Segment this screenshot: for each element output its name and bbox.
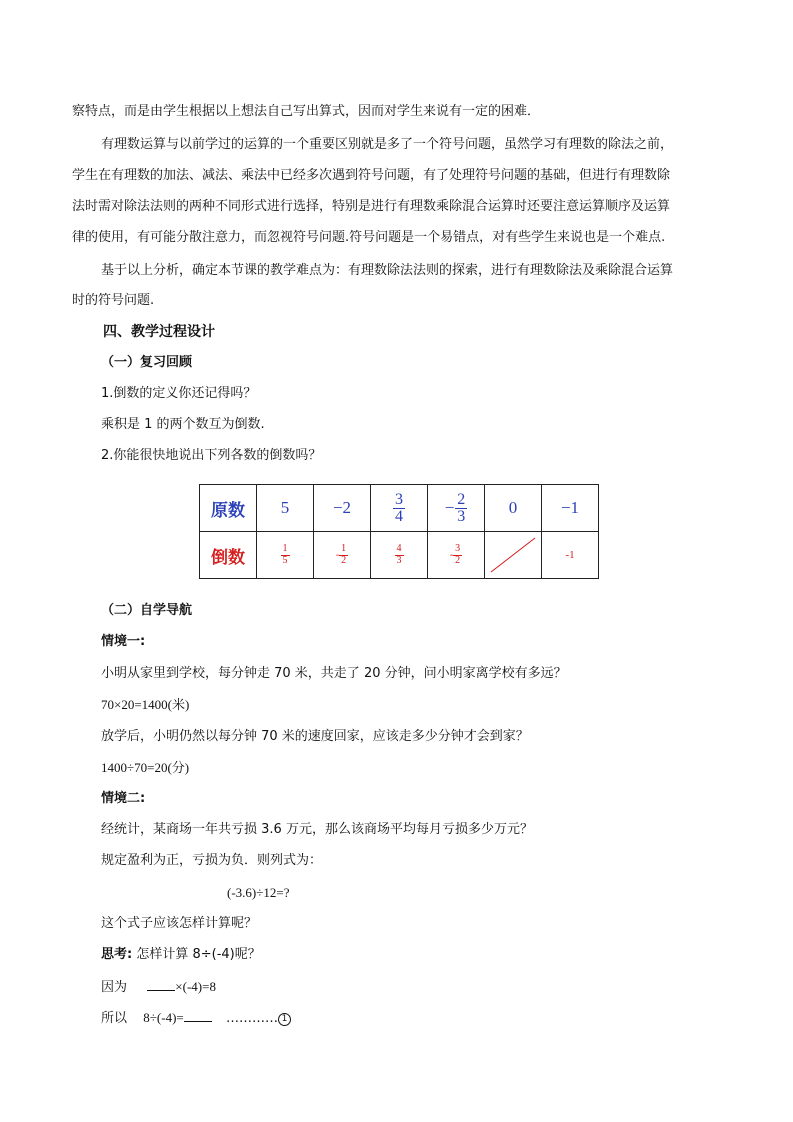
- scenario-1-question-2: 放学后，小明仍然以每分钟 70 米的速度回家，应该走多少分钟才会到家？: [101, 729, 529, 744]
- row-header-reciprocal: 倒数: [200, 532, 257, 579]
- scenario-1-title: 情境一:: [101, 634, 146, 649]
- so-line: [101, 1009, 291, 1027]
- fraction: $\frac{3}{4}$: [395, 490, 403, 525]
- table-cell: −1: [542, 485, 599, 532]
- scenario-1-answer-2: 1400÷70=20(分): [101, 760, 190, 775]
- fraction: $\frac{1}{5}$: [282, 543, 288, 566]
- paragraph-line: 察特点，而是由学生根据以上想法自己写出算式，因而对学生来说有一定的困难．: [72, 104, 541, 119]
- section-title: 四、教学过程设计: [103, 324, 215, 340]
- reciprocal-table: [199, 484, 599, 579]
- row-header-original: 原数: [200, 485, 257, 532]
- fraction: $\frac{4}{3}$: [396, 543, 402, 566]
- reciprocal-row: [200, 532, 599, 579]
- subsection-title: （二）自学导航: [101, 603, 193, 618]
- table-cell: [257, 532, 314, 579]
- think-text: 怎样计算 8÷(-4)呢？: [136, 947, 261, 962]
- table-cell: 0: [485, 485, 542, 532]
- scenario-2-question-2: 这个式子应该怎样计算呢？: [101, 916, 258, 931]
- because-label: 因为: [101, 980, 128, 995]
- table-cell: - $\frac{3}{2}$: [428, 532, 485, 579]
- table-cell-no-reciprocal: [485, 532, 542, 579]
- fraction: $\frac{2}{3}$: [457, 490, 466, 525]
- table-cell: −2: [314, 485, 371, 532]
- leader-dots: …………: [226, 1011, 279, 1026]
- question-2: 2.你能很快地说出下列各数的倒数吗？: [101, 448, 322, 463]
- blank-answer-field: [147, 978, 175, 991]
- because-line: [101, 978, 216, 996]
- subsection-title: （一）复习回顾: [101, 355, 193, 370]
- paragraph-line: 学生在有理数的加法、减法、乘法中已经多次遇到符号问题，有了处理符号问题的基础，但进行有理数除: [72, 168, 671, 183]
- because-expression: ×(-4)=8: [175, 979, 216, 994]
- paragraph-line: 有理数运算与以前学过的运算的一个重要区别就是多了一个符号问题，虽然学习有理数的除法之前，: [101, 137, 674, 152]
- so-label: 所以: [101, 1011, 128, 1026]
- blank-answer-field: [184, 1009, 212, 1022]
- table-cell: 5: [257, 485, 314, 532]
- scenario-1-question: 小明从家里到学校，每分钟走 70 米，共走了 20 分钟，问小明家离学校有多远？: [101, 666, 567, 681]
- scenario-2-question: 经统计，某商场一年共亏损 3.6 万元，那么该商场平均每月亏损多少万元？: [101, 822, 533, 837]
- fraction: $\frac{3}{2}$: [455, 543, 461, 566]
- so-expression: 8÷(-4)=: [143, 1010, 184, 1025]
- table-cell: - $\frac{1}{2}$: [314, 532, 371, 579]
- scenario-2-expression: (-3.6)÷12=?: [227, 885, 290, 900]
- think-label: 思考:: [101, 947, 133, 962]
- diagonal-slash-icon: [485, 532, 541, 578]
- scenario-2-title: 情境二:: [101, 791, 146, 806]
- think-line: [101, 947, 261, 963]
- paragraph-line: 时的符号问题.: [72, 293, 155, 308]
- table-cell: [371, 532, 428, 579]
- paragraph-line: 律的使用，有可能分散注意力，而忽视符号问题.符号问题是一个易错点，对有些学生来说也是一个难点.: [72, 230, 666, 245]
- paragraph-line: 基于以上分析，确定本节课的教学难点为：有理数除法法则的探索，进行有理数除法及乘除混合运算: [101, 263, 674, 278]
- scenario-1-answer: 70×20=1400(米): [101, 697, 190, 712]
- fraction: $\frac{1}{2}$: [341, 543, 347, 566]
- original-row: [200, 485, 599, 532]
- table-cell: − $\frac{2}{3}$: [428, 485, 485, 532]
- paragraph-line: 法时需对除法法则的两种不同形式进行选择，特别是进行有理数乘除混合运算时还要注意运算顺序及运算: [72, 199, 671, 214]
- question-1: 1.倒数的定义你还记得吗？: [101, 386, 257, 401]
- sign-rule-text: 规定盈利为正，亏损为负．则列式为：: [101, 853, 323, 868]
- table-cell: [371, 485, 428, 532]
- answer-1: 乘积是 1 的两个数互为倒数.: [101, 417, 265, 432]
- table-cell: -1: [542, 532, 599, 579]
- circled-number-marker: 1: [278, 1013, 291, 1026]
